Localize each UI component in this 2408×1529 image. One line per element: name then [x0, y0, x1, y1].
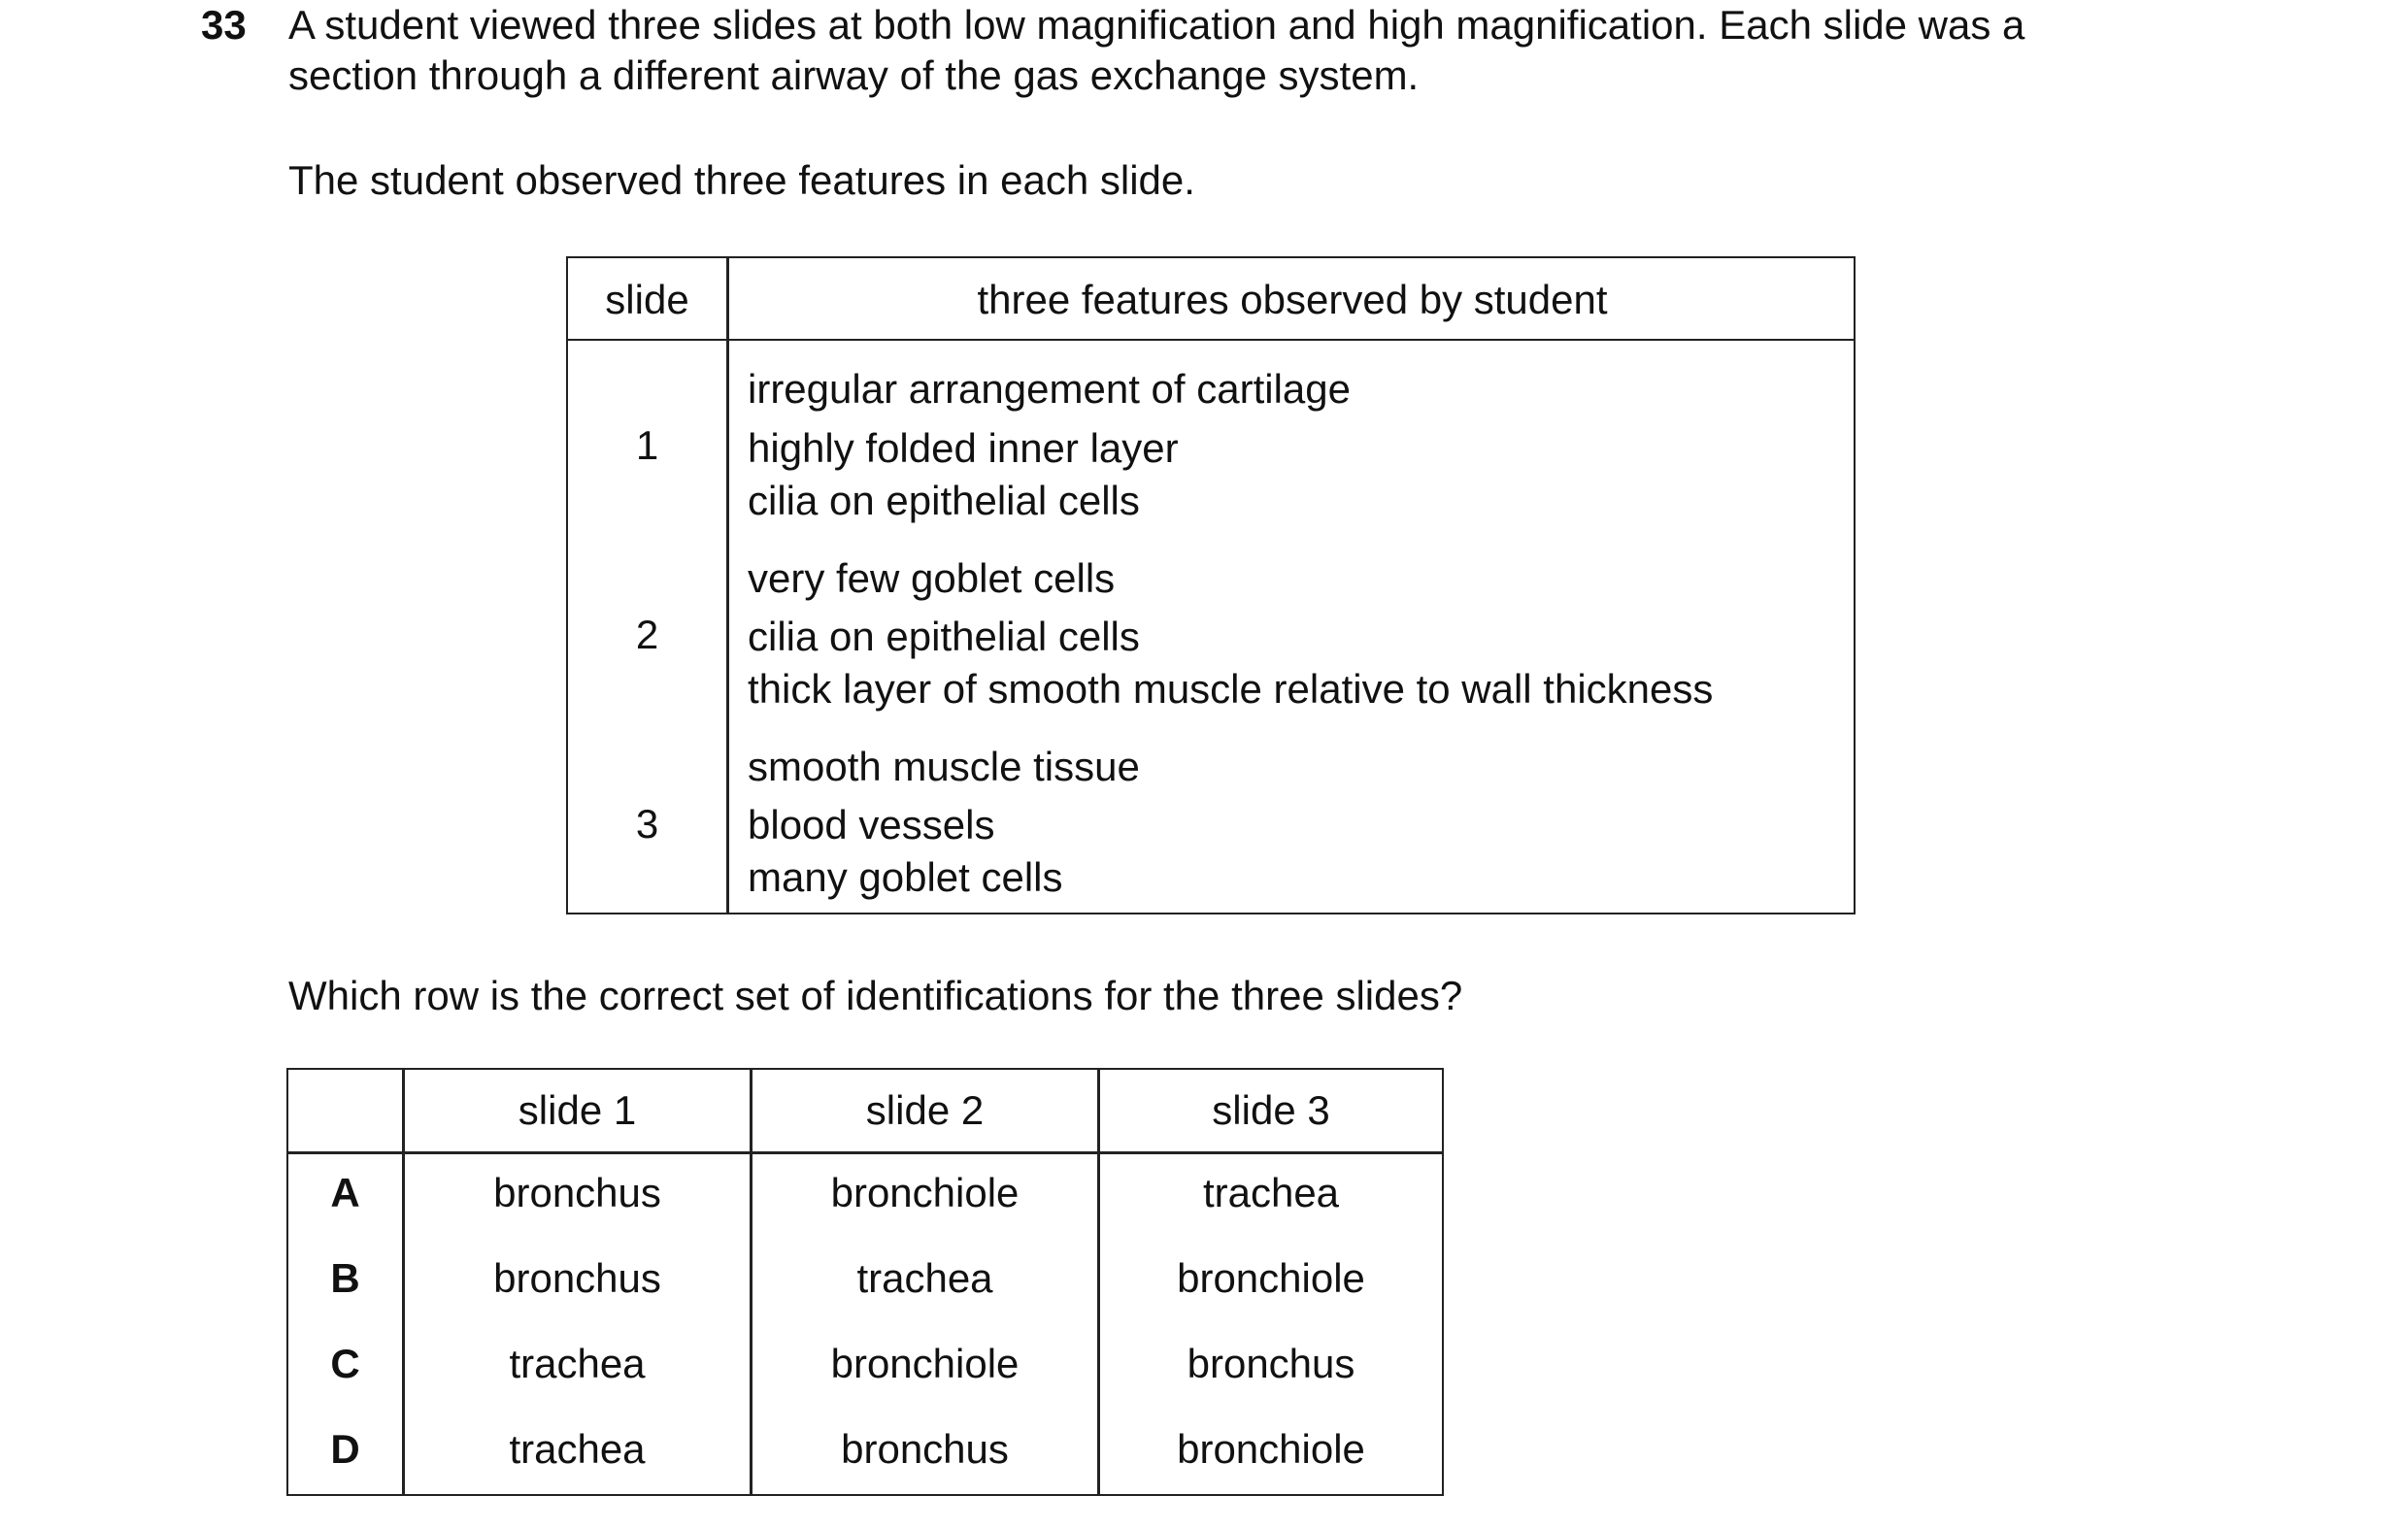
observation-intro: The student observed three features in each slide.	[288, 157, 1195, 203]
answer-options-table	[286, 1068, 1444, 1496]
question-prompt: Which row is the correct set of identifications for the three slides?	[288, 973, 1463, 1018]
option-c-slide-2: bronchiole	[830, 1341, 1020, 1386]
slide-1-feature-3: cilia on epithelial cells	[748, 478, 1140, 523]
slide-2-feature-2: cilia on epithelial cells	[748, 614, 1140, 659]
question-number: 33	[201, 2, 247, 48]
option-a-slide-1: bronchus	[493, 1170, 661, 1215]
question-stem	[288, 0, 2376, 101]
option-a-slide-2: bronchiole	[830, 1170, 1020, 1215]
option-d-slide-3: bronchiole	[1177, 1426, 1365, 1472]
options-header-divider	[288, 1151, 1442, 1154]
option-letter-c[interactable]: C	[330, 1341, 360, 1386]
option-b-slide-3: bronchiole	[1177, 1255, 1365, 1301]
slide-number-2: 2	[635, 612, 659, 657]
slide-1-feature-1: irregular arrangement of cartilage	[748, 366, 1351, 412]
slide-3-feature-3: many goblet cells	[748, 854, 1063, 900]
options-header-slide-1: slide 1	[518, 1087, 637, 1133]
question-stem-line-2: section through a different airway of the gas exchange system.	[288, 52, 1420, 98]
option-c-slide-1: trachea	[509, 1341, 646, 1386]
option-d-slide-2: bronchus	[841, 1426, 1009, 1472]
option-b-slide-1: bronchus	[493, 1255, 661, 1301]
option-letter-d[interactable]: D	[330, 1426, 360, 1472]
option-letter-a[interactable]: A	[330, 1170, 360, 1215]
slide-2-feature-1: very few goblet cells	[748, 555, 1116, 601]
option-b-slide-2: trachea	[856, 1255, 993, 1301]
slide-features-table	[566, 256, 1856, 914]
slide-3-feature-1: smooth muscle tissue	[748, 744, 1140, 789]
features-table-header-row	[568, 258, 1854, 341]
header-features: three features observed by student	[977, 277, 1608, 322]
slide-2-feature-3: thick layer of smooth muscle relative to wall thickness	[748, 666, 1714, 712]
slide-number-3: 3	[635, 801, 659, 847]
option-a-slide-3: trachea	[1202, 1170, 1340, 1215]
slide-3-feature-2: blood vessels	[748, 802, 995, 848]
features-table-divider	[726, 258, 729, 913]
options-header-slide-2: slide 2	[865, 1087, 985, 1133]
question-stem-line-1: A student viewed three slides at both low magnification and high magnification. Each slide was a	[288, 2, 2025, 48]
slide-1-feature-2: highly folded inner layer	[748, 425, 1179, 471]
header-slide: slide	[605, 277, 689, 322]
option-d-slide-1: trachea	[509, 1426, 646, 1472]
slide-number-1: 1	[635, 422, 659, 468]
options-header-slide-3: slide 3	[1212, 1087, 1330, 1133]
option-letter-b[interactable]: B	[330, 1255, 360, 1301]
option-c-slide-3: bronchus	[1187, 1341, 1355, 1386]
